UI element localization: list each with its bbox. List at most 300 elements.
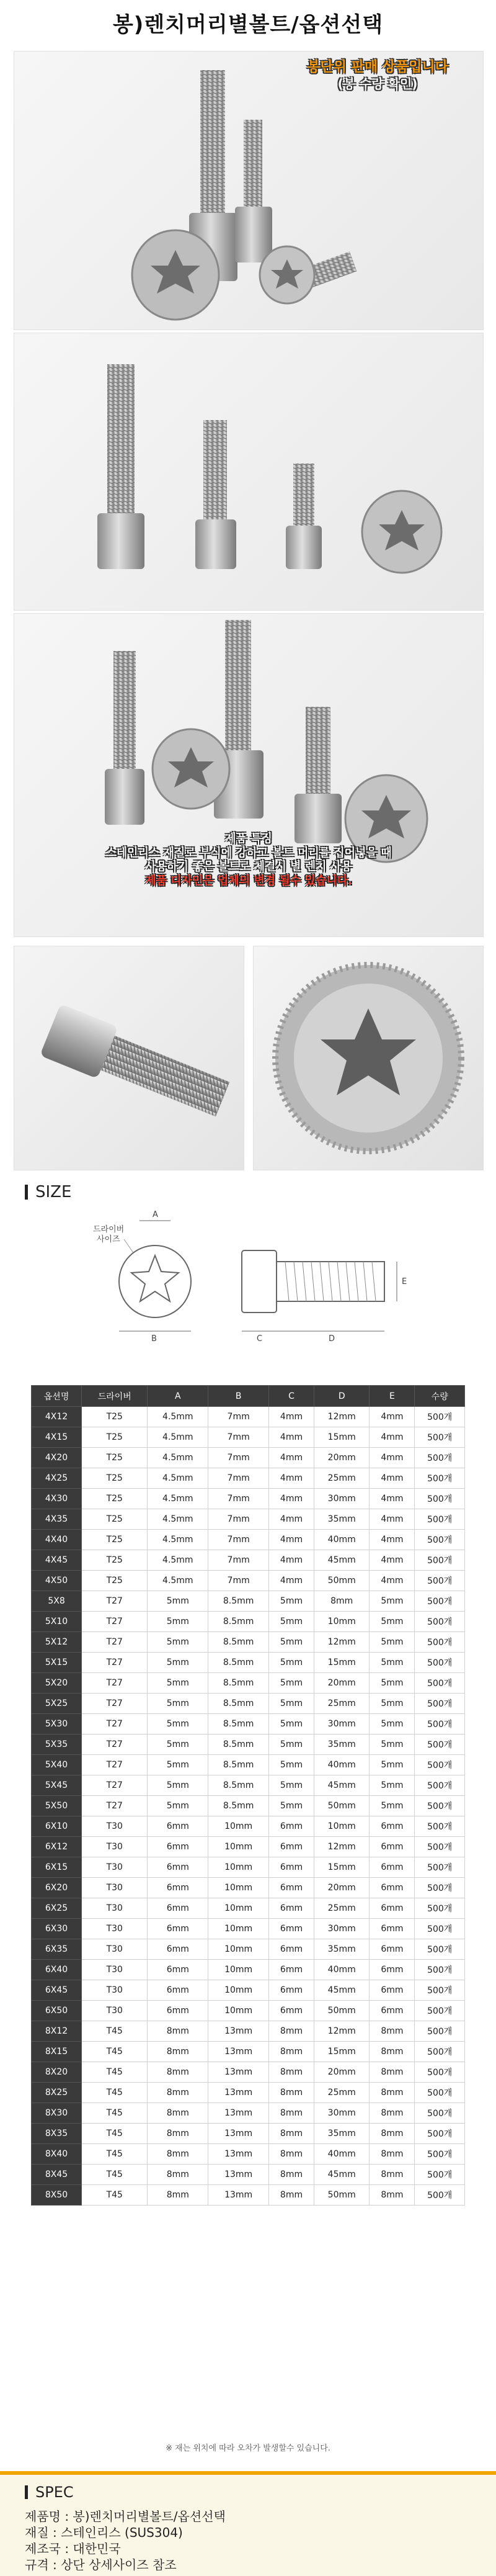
- table-cell: 500개: [415, 2001, 465, 2021]
- table-cell: 20mm: [314, 1673, 370, 1694]
- table-cell: 500개: [415, 1612, 465, 1632]
- table-cell: 500개: [415, 1775, 465, 1796]
- table-cell: T27: [82, 1714, 148, 1735]
- closeup-side-photo: [14, 946, 244, 1170]
- spec-heading: [25, 2484, 74, 2501]
- table-cell: 4mm: [269, 1427, 314, 1448]
- table-cell: 6mm: [269, 1939, 314, 1960]
- table-cell: 25mm: [314, 2083, 370, 2103]
- table-cell: 10mm: [208, 1878, 269, 1898]
- table-cell: 5mm: [148, 1591, 208, 1612]
- table-cell: 4mm: [370, 1427, 415, 1448]
- table-cell: 45mm: [314, 1550, 370, 1571]
- table-cell: 30mm: [314, 1489, 370, 1509]
- table-row: [32, 1448, 465, 1468]
- table-cell: 500개: [415, 1755, 465, 1775]
- option-name-cell: 5X25: [32, 1694, 82, 1714]
- table-cell: T27: [82, 1735, 148, 1755]
- table-row: [32, 1980, 465, 2001]
- table-cell: T25: [82, 1489, 148, 1509]
- table-row: [32, 2185, 465, 2206]
- bolt-feature-image: [14, 614, 483, 936]
- table-cell: 5mm: [148, 1653, 208, 1673]
- measurement-note: ※ 재는 위치에 따라 오차가 발생할수 있습니다.: [166, 2444, 330, 2453]
- table-cell: T30: [82, 1919, 148, 1939]
- option-name-cell: 4X45: [32, 1550, 82, 1571]
- features-warning: 제품 디자인은 업체의 변경 될수 있습니다.: [145, 874, 352, 887]
- table-cell: 6mm: [269, 1898, 314, 1919]
- option-name-cell: 8X30: [32, 2103, 82, 2124]
- table-cell: 8mm: [269, 2185, 314, 2206]
- table-cell: T25: [82, 1427, 148, 1448]
- option-name-cell: 6X12: [32, 1837, 82, 1857]
- table-cell: 4mm: [370, 1550, 415, 1571]
- option-name-cell: 4X40: [32, 1530, 82, 1550]
- table-cell: 4mm: [370, 1571, 415, 1591]
- table-cell: T45: [82, 2165, 148, 2185]
- table-cell: 8mm: [148, 2021, 208, 2042]
- option-name-cell: 6X15: [32, 1857, 82, 1878]
- spec-lines: [25, 2508, 226, 2573]
- table-cell: 8mm: [148, 2165, 208, 2185]
- table-cell: 4mm: [370, 1509, 415, 1530]
- table-cell: T25: [82, 1550, 148, 1571]
- table-cell: 500개: [415, 2042, 465, 2062]
- table-cell: 7mm: [208, 1489, 269, 1509]
- option-name-cell: 5X12: [32, 1632, 82, 1653]
- table-cell: 5mm: [370, 1653, 415, 1673]
- table-cell: 500개: [415, 1878, 465, 1898]
- table-row: [32, 1571, 465, 1591]
- size-table-body: [32, 1407, 465, 2206]
- table-cell: 13mm: [208, 2062, 269, 2083]
- table-cell: 7mm: [208, 1530, 269, 1550]
- option-name-cell: 4X25: [32, 1468, 82, 1489]
- table-row: [32, 2042, 465, 2062]
- heading-bar: [25, 2485, 28, 2499]
- option-name-cell: 6X45: [32, 1980, 82, 2001]
- table-cell: 5mm: [370, 1673, 415, 1694]
- table-cell: 8mm: [269, 2144, 314, 2165]
- column-header: 수량: [415, 1386, 465, 1407]
- table-cell: 6mm: [269, 1816, 314, 1837]
- table-cell: 8.5mm: [208, 1591, 269, 1612]
- table-cell: 50mm: [314, 2001, 370, 2021]
- table-cell: 5mm: [269, 1775, 314, 1796]
- table-cell: 5mm: [269, 1591, 314, 1612]
- option-name-cell: 5X50: [32, 1796, 82, 1816]
- table-cell: 10mm: [208, 1837, 269, 1857]
- table-cell: 6mm: [370, 1960, 415, 1980]
- table-row: [32, 1796, 465, 1816]
- bolt-group-image: [14, 52, 483, 330]
- table-cell: T45: [82, 2144, 148, 2165]
- table-cell: 6mm: [269, 1919, 314, 1939]
- table-cell: 500개: [415, 2165, 465, 2185]
- table-cell: 13mm: [208, 2083, 269, 2103]
- table-cell: 500개: [415, 2083, 465, 2103]
- dim-label-a: A: [153, 1210, 158, 1219]
- product-photo-group: [14, 51, 484, 330]
- table-cell: 13mm: [208, 2185, 269, 2206]
- table-cell: 7mm: [208, 1550, 269, 1571]
- table-cell: T27: [82, 1591, 148, 1612]
- table-cell: 15mm: [314, 1653, 370, 1673]
- table-cell: 8.5mm: [208, 1694, 269, 1714]
- table-cell: 500개: [415, 1550, 465, 1571]
- table-cell: 5mm: [148, 1714, 208, 1735]
- table-cell: T27: [82, 1796, 148, 1816]
- option-name-cell: 5X10: [32, 1612, 82, 1632]
- table-cell: 4mm: [269, 1448, 314, 1468]
- table-cell: 5mm: [148, 1694, 208, 1714]
- option-name-cell: 8X40: [32, 2144, 82, 2165]
- table-cell: 10mm: [208, 1816, 269, 1837]
- option-name-cell: 6X35: [32, 1939, 82, 1960]
- table-cell: 5mm: [148, 1755, 208, 1775]
- table-cell: 50mm: [314, 1796, 370, 1816]
- sale-unit-sub: (봉 수량 확인): [337, 76, 418, 91]
- table-cell: 5mm: [269, 1796, 314, 1816]
- table-cell: 4mm: [370, 1468, 415, 1489]
- table-cell: 5mm: [269, 1735, 314, 1755]
- size-table-header: [32, 1386, 465, 1407]
- table-cell: 5mm: [370, 1632, 415, 1653]
- table-cell: 500개: [415, 1796, 465, 1816]
- table-cell: 12mm: [314, 1632, 370, 1653]
- table-cell: 35mm: [314, 2124, 370, 2144]
- table-row: [32, 2001, 465, 2021]
- table-cell: 30mm: [314, 1714, 370, 1735]
- table-cell: 4mm: [269, 1571, 314, 1591]
- table-row: [32, 1837, 465, 1857]
- table-cell: T25: [82, 1530, 148, 1550]
- table-cell: 7mm: [208, 1509, 269, 1530]
- table-cell: 12mm: [314, 2021, 370, 2042]
- table-cell: 8.5mm: [208, 1632, 269, 1653]
- column-header: A: [148, 1386, 208, 1407]
- table-row: [32, 1775, 465, 1796]
- dim-label-c: C: [257, 1334, 263, 1344]
- table-row: [32, 1878, 465, 1898]
- table-cell: 6mm: [269, 1980, 314, 2001]
- table-cell: 4.5mm: [148, 1571, 208, 1591]
- table-cell: 13mm: [208, 2042, 269, 2062]
- table-cell: 10mm: [314, 1816, 370, 1837]
- bolt-lineup-image: [14, 333, 483, 610]
- table-cell: 25mm: [314, 1468, 370, 1489]
- column-header: D: [314, 1386, 370, 1407]
- table-cell: 4mm: [370, 1407, 415, 1427]
- table-cell: 5mm: [370, 1775, 415, 1796]
- table-cell: T45: [82, 2083, 148, 2103]
- table-row: [32, 1612, 465, 1632]
- option-name-cell: 5X20: [32, 1673, 82, 1694]
- table-cell: 35mm: [314, 1939, 370, 1960]
- table-cell: 40mm: [314, 1530, 370, 1550]
- option-name-cell: 5X30: [32, 1714, 82, 1735]
- option-name-cell: 5X15: [32, 1653, 82, 1673]
- table-row: [32, 1960, 465, 1980]
- table-cell: 8.5mm: [208, 1653, 269, 1673]
- table-row: [32, 1509, 465, 1530]
- option-name-cell: 6X20: [32, 1878, 82, 1898]
- table-cell: 13mm: [208, 2124, 269, 2144]
- table-cell: 8mm: [269, 2103, 314, 2124]
- table-cell: 500개: [415, 1448, 465, 1468]
- bolt-head-closeup-image: [254, 946, 483, 1170]
- table-cell: 500개: [415, 2021, 465, 2042]
- table-cell: 13mm: [208, 2021, 269, 2042]
- spec-heading-text: SPEC: [35, 2484, 74, 2501]
- table-cell: T30: [82, 1816, 148, 1837]
- table-cell: 10mm: [208, 1960, 269, 1980]
- table-cell: 500개: [415, 1714, 465, 1735]
- table-cell: 6mm: [148, 1816, 208, 1837]
- table-cell: 13mm: [208, 2165, 269, 2185]
- table-row: [32, 1816, 465, 1837]
- heading-bar: [25, 1185, 28, 1200]
- table-cell: 500개: [415, 1591, 465, 1612]
- table-row: [32, 2103, 465, 2124]
- table-cell: 4mm: [269, 1530, 314, 1550]
- option-name-cell: 6X30: [32, 1919, 82, 1939]
- option-name-cell: 6X25: [32, 1898, 82, 1919]
- table-cell: T25: [82, 1571, 148, 1591]
- table-cell: 5mm: [370, 1591, 415, 1612]
- spec-line-size: 규격 : 상단 상세사이즈 참조: [25, 2557, 177, 2572]
- table-cell: 6mm: [370, 1816, 415, 1837]
- table-cell: 4mm: [269, 1468, 314, 1489]
- table-row: [32, 1939, 465, 1960]
- table-cell: 5mm: [269, 1694, 314, 1714]
- features-title: 제품 특징: [225, 832, 272, 845]
- option-name-cell: 8X12: [32, 2021, 82, 2042]
- table-cell: 8mm: [148, 2042, 208, 2062]
- table-cell: 35mm: [314, 1735, 370, 1755]
- table-cell: 500개: [415, 1632, 465, 1653]
- column-header: 옵션명: [32, 1386, 82, 1407]
- table-cell: T45: [82, 2021, 148, 2042]
- option-name-cell: 4X12: [32, 1407, 82, 1427]
- size-table: [31, 1385, 465, 2206]
- table-cell: 4mm: [269, 1509, 314, 1530]
- table-cell: 13mm: [208, 2103, 269, 2124]
- table-cell: 35mm: [314, 1509, 370, 1530]
- table-cell: T27: [82, 1694, 148, 1714]
- table-cell: 8mm: [269, 2083, 314, 2103]
- table-cell: 5mm: [148, 1612, 208, 1632]
- option-name-cell: 6X40: [32, 1960, 82, 1980]
- option-name-cell: 4X20: [32, 1448, 82, 1468]
- table-cell: 6mm: [269, 1960, 314, 1980]
- table-cell: 50mm: [314, 2185, 370, 2206]
- table-cell: 500개: [415, 1980, 465, 2001]
- option-name-cell: 5X8: [32, 1591, 82, 1612]
- table-cell: 500개: [415, 1509, 465, 1530]
- table-cell: 10mm: [208, 2001, 269, 2021]
- table-cell: 8.5mm: [208, 1735, 269, 1755]
- table-cell: T27: [82, 1612, 148, 1632]
- table-cell: 5mm: [148, 1632, 208, 1653]
- table-cell: 5mm: [269, 1632, 314, 1653]
- table-cell: 8mm: [148, 2083, 208, 2103]
- table-row: [32, 1919, 465, 1939]
- spec-line-origin: 제조국 : 대한민국: [25, 2541, 121, 2556]
- table-cell: 8.5mm: [208, 1673, 269, 1694]
- table-cell: 45mm: [314, 1775, 370, 1796]
- table-cell: 6mm: [269, 1837, 314, 1857]
- table-cell: 4.5mm: [148, 1427, 208, 1448]
- size-heading: [25, 1183, 71, 1201]
- product-photo-lineup: [14, 333, 484, 611]
- table-cell: 500개: [415, 2124, 465, 2144]
- table-cell: 5mm: [370, 1796, 415, 1816]
- table-cell: T25: [82, 1468, 148, 1489]
- table-cell: 500개: [415, 1427, 465, 1448]
- table-cell: 8mm: [148, 2062, 208, 2083]
- table-cell: 4mm: [269, 1550, 314, 1571]
- table-cell: 500개: [415, 1489, 465, 1509]
- table-cell: 7mm: [208, 1448, 269, 1468]
- table-cell: T27: [82, 1653, 148, 1673]
- table-cell: T30: [82, 1878, 148, 1898]
- table-cell: 8mm: [370, 2103, 415, 2124]
- table-cell: T27: [82, 1673, 148, 1694]
- table-cell: T30: [82, 1857, 148, 1878]
- table-cell: 8mm: [370, 2021, 415, 2042]
- spec-line-name: 제품명 : 봉)렌치머리별볼트/옵션선택: [25, 2509, 226, 2524]
- option-name-cell: 4X15: [32, 1427, 82, 1448]
- table-cell: 6mm: [269, 2001, 314, 2021]
- table-cell: 13mm: [208, 2144, 269, 2165]
- table-cell: 500개: [415, 1735, 465, 1755]
- table-cell: 8mm: [148, 2124, 208, 2144]
- table-cell: 5mm: [370, 1714, 415, 1735]
- table-cell: 8mm: [269, 2062, 314, 2083]
- table-cell: 500개: [415, 2103, 465, 2124]
- table-cell: 8.5mm: [208, 1796, 269, 1816]
- closeup-head-photo: [253, 946, 484, 1170]
- spec-accent-bar: [0, 2471, 496, 2475]
- table-row: [32, 2124, 465, 2144]
- table-cell: T30: [82, 1960, 148, 1980]
- table-cell: 6mm: [148, 1919, 208, 1939]
- table-cell: T25: [82, 1448, 148, 1468]
- table-cell: 6mm: [148, 1898, 208, 1919]
- table-cell: T30: [82, 1837, 148, 1857]
- table-cell: 4mm: [269, 1407, 314, 1427]
- option-name-cell: 8X50: [32, 2185, 82, 2206]
- table-cell: 15mm: [314, 1427, 370, 1448]
- table-row: [32, 1530, 465, 1550]
- table-cell: 500개: [415, 1857, 465, 1878]
- table-cell: 8mm: [148, 2144, 208, 2165]
- table-cell: 8.5mm: [208, 1775, 269, 1796]
- table-cell: 8mm: [370, 2144, 415, 2165]
- table-cell: T30: [82, 1898, 148, 1919]
- table-cell: T30: [82, 1939, 148, 1960]
- table-cell: 500개: [415, 1898, 465, 1919]
- table-cell: 4.5mm: [148, 1468, 208, 1489]
- table-cell: 8mm: [370, 2042, 415, 2062]
- table-cell: 50mm: [314, 1571, 370, 1591]
- table-cell: 12mm: [314, 1837, 370, 1857]
- table-cell: 25mm: [314, 1898, 370, 1919]
- table-row: [32, 2021, 465, 2042]
- table-cell: 5mm: [148, 1735, 208, 1755]
- table-cell: 500개: [415, 1653, 465, 1673]
- table-row: [32, 1898, 465, 1919]
- option-name-cell: 4X35: [32, 1509, 82, 1530]
- table-cell: 5mm: [269, 1612, 314, 1632]
- table-cell: T27: [82, 1632, 148, 1653]
- table-cell: 10mm: [208, 1898, 269, 1919]
- table-cell: T27: [82, 1775, 148, 1796]
- table-cell: 4.5mm: [148, 1509, 208, 1530]
- table-cell: 500개: [415, 1816, 465, 1837]
- table-cell: 4.5mm: [148, 1407, 208, 1427]
- table-cell: 4.5mm: [148, 1530, 208, 1550]
- table-cell: 8mm: [148, 2103, 208, 2124]
- table-cell: 8.5mm: [208, 1612, 269, 1632]
- table-cell: 15mm: [314, 1857, 370, 1878]
- table-cell: 6mm: [370, 1837, 415, 1857]
- table-cell: 500개: [415, 2185, 465, 2206]
- dim-label-e: E: [402, 1277, 407, 1286]
- table-cell: 4mm: [370, 1530, 415, 1550]
- table-cell: 5mm: [148, 1796, 208, 1816]
- table-cell: 5mm: [148, 1775, 208, 1796]
- table-cell: 8mm: [370, 2083, 415, 2103]
- table-cell: 7mm: [208, 1468, 269, 1489]
- table-cell: 5mm: [370, 1694, 415, 1714]
- table-cell: 4mm: [269, 1489, 314, 1509]
- option-name-cell: 6X50: [32, 2001, 82, 2021]
- table-cell: 10mm: [208, 1980, 269, 2001]
- table-cell: 8mm: [370, 2062, 415, 2083]
- table-cell: 6mm: [269, 1878, 314, 1898]
- sale-unit-notice: [285, 59, 471, 92]
- table-cell: 5mm: [269, 1755, 314, 1775]
- option-name-cell: 8X15: [32, 2042, 82, 2062]
- table-cell: 40mm: [314, 1755, 370, 1775]
- table-row: [32, 1489, 465, 1509]
- table-cell: T27: [82, 1755, 148, 1775]
- table-cell: 5mm: [269, 1714, 314, 1735]
- table-cell: 10mm: [208, 1939, 269, 1960]
- table-cell: 500개: [415, 1837, 465, 1857]
- table-row: [32, 1857, 465, 1878]
- size-diagram: [68, 1207, 428, 1356]
- table-cell: 10mm: [314, 1612, 370, 1632]
- table-cell: 6mm: [148, 1837, 208, 1857]
- table-cell: 8mm: [148, 2185, 208, 2206]
- option-name-cell: 5X35: [32, 1735, 82, 1755]
- option-name-cell: 8X25: [32, 2083, 82, 2103]
- features-overlay: [70, 832, 427, 888]
- table-cell: 6mm: [370, 1898, 415, 1919]
- option-name-cell: 8X45: [32, 2165, 82, 2185]
- table-cell: 25mm: [314, 1694, 370, 1714]
- table-cell: 6mm: [370, 1919, 415, 1939]
- table-cell: 7mm: [208, 1407, 269, 1427]
- table-cell: 5mm: [269, 1653, 314, 1673]
- column-header: E: [370, 1386, 415, 1407]
- table-cell: 8mm: [370, 2124, 415, 2144]
- table-row: [32, 1632, 465, 1653]
- table-row: [32, 2144, 465, 2165]
